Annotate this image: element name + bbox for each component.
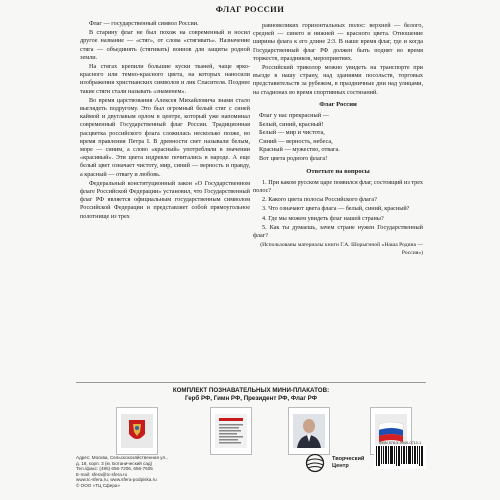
sphere-logo-icon bbox=[304, 453, 328, 473]
question: 1. При каком русском царе появился флаг, состоящий из трех полос? bbox=[253, 178, 423, 194]
barcode bbox=[374, 441, 426, 473]
info-line: © ООО «ТЦ Сфера» bbox=[76, 482, 121, 488]
source-note: (Использованы материалы книги Г.А. Шорыгиной «Наша Родина — Россия») bbox=[260, 242, 423, 256]
poem-line: Белый, синий, красный! bbox=[259, 120, 324, 128]
left-text-column bbox=[80, 20, 250, 222]
kit-promo bbox=[76, 382, 426, 488]
paragraph: Федеральный конституционный закон «О Государственном флаге Российской Федерации» установил, что Государственный флаг РФ является официальным государственным символом Российской Федерации и представляет собой прямоугольное полотнище из трех bbox=[80, 179, 250, 220]
kit-subtitle: Герб РФ, Гимн РФ, Президент РФ, Флаг РФ bbox=[185, 395, 317, 402]
isbn-text: ISBN 978-5-9949-0710-1 bbox=[378, 441, 422, 445]
poem-line: Белый — мир и чистота, bbox=[259, 129, 325, 137]
publisher-info bbox=[76, 455, 276, 489]
paragraph: В старину флаг не был похож на современный и носил другое название — «стяг», от слова «стягивать». Назначение стяга — объединять (стягивать) воинов для защиты родной земли. bbox=[80, 29, 250, 61]
info-line: E-mail: sfera@tc-sfera.ru bbox=[76, 471, 128, 477]
poem-title: Флаг России bbox=[319, 100, 357, 108]
anthem-thumbnail bbox=[210, 407, 252, 455]
paragraph: Во время царствования Алексея Михайловича знамя стало выглядеть подругому. Это был огромный белый стяг с синей каймой и двуглавым орлом в центре, который уже напоминал современный Государственный флаг России. Традиционная расцветка российского флага сложилась несколько позже, во время правления Петра I. В древности свет называли белым, море — синим, а слово «красный» употребляли в значении «красивый». Эти цвета издревле почитались в народе. А еще белый цвет означает чистоту, мир, синий — верность и правду, а красный — отвагу и любовь. bbox=[80, 96, 250, 178]
right-text-column bbox=[253, 22, 423, 257]
publisher-logo bbox=[304, 453, 366, 473]
info-line: д. 18, корп. 3 (м. Ботанический сад) bbox=[76, 460, 153, 466]
questions-list bbox=[253, 179, 423, 240]
paragraph: Флаг — государственный символ России. bbox=[89, 20, 199, 27]
info-line: Адрес: Москва, Сельскохозяйственная ул., bbox=[76, 455, 168, 460]
poem bbox=[259, 112, 423, 164]
barcode-icon bbox=[374, 445, 426, 469]
poem-line: Вот цвета родного флага! bbox=[259, 155, 328, 162]
logo-text-line: Творческий bbox=[332, 456, 365, 462]
poem-line: Синий — верность, небеса, bbox=[259, 137, 333, 145]
poem-line: Красный — мужество, отвага. bbox=[259, 146, 340, 154]
paragraph: равновеликих горизонтальных полос: верхней — белого, средней — синего и нижней — красного цвета. Отношение ширины флага к его длине 2:3. В наше время флаг, где и когда Государственный флаг РФ должен быть поднят во время торжеств, праздников, мероприятиях. bbox=[253, 22, 423, 62]
coat-of-arms-thumbnail bbox=[116, 407, 158, 455]
anthem-text-icon bbox=[215, 414, 247, 448]
question: 4. Где мы можем увидеть флаг нашей страны? bbox=[262, 214, 384, 222]
question: 5. Как ты думаешь, зачем стране нужен Государственный флаг? bbox=[253, 223, 423, 240]
info-line: Тел./факс: (495) 656-7206, 656-7505 bbox=[76, 466, 153, 472]
kit-title: КОМПЛЕКТ ПОЗНАВАТЕЛЬНЫХ МИНИ-ПЛАКАТОВ: bbox=[172, 387, 330, 394]
info-line: www.tc-sfera.ru, www.sfera-podpiska.ru bbox=[76, 477, 157, 483]
question: 3. Что означают цвета флага — белый, синий, красный? bbox=[262, 205, 410, 213]
poem-line: Флаг у нас прекрасный — bbox=[259, 112, 329, 120]
question: 2. Какого цвета полосы Российского флага? bbox=[262, 196, 377, 204]
poster-thumbnails bbox=[80, 407, 424, 455]
president-portrait-icon bbox=[293, 414, 325, 448]
questions-title: Ответьте на вопросы bbox=[306, 167, 370, 175]
page-title: ФЛАГ РОССИИ bbox=[215, 4, 285, 14]
paragraph: На стягах крепили большие куски тканей, чаще ярко-красного или темно-красного цвета, на которых наносили изображения христианских символов и лик Спасителя. Позднее такие стяги стали называть «знаменем». bbox=[80, 63, 250, 95]
president-thumbnail bbox=[288, 407, 330, 455]
logo-text-line: Центр bbox=[332, 463, 349, 469]
logo-text bbox=[332, 456, 364, 470]
paragraph: Российский триколор можно увидеть на транспорте при въезде в нашу страну, над зданиями посольств, торговых представительств за рубежом, в праздничные дни над улицами, на стадионах во время спортивных состязаний. bbox=[253, 64, 423, 96]
coat-of-arms-icon bbox=[121, 414, 153, 448]
